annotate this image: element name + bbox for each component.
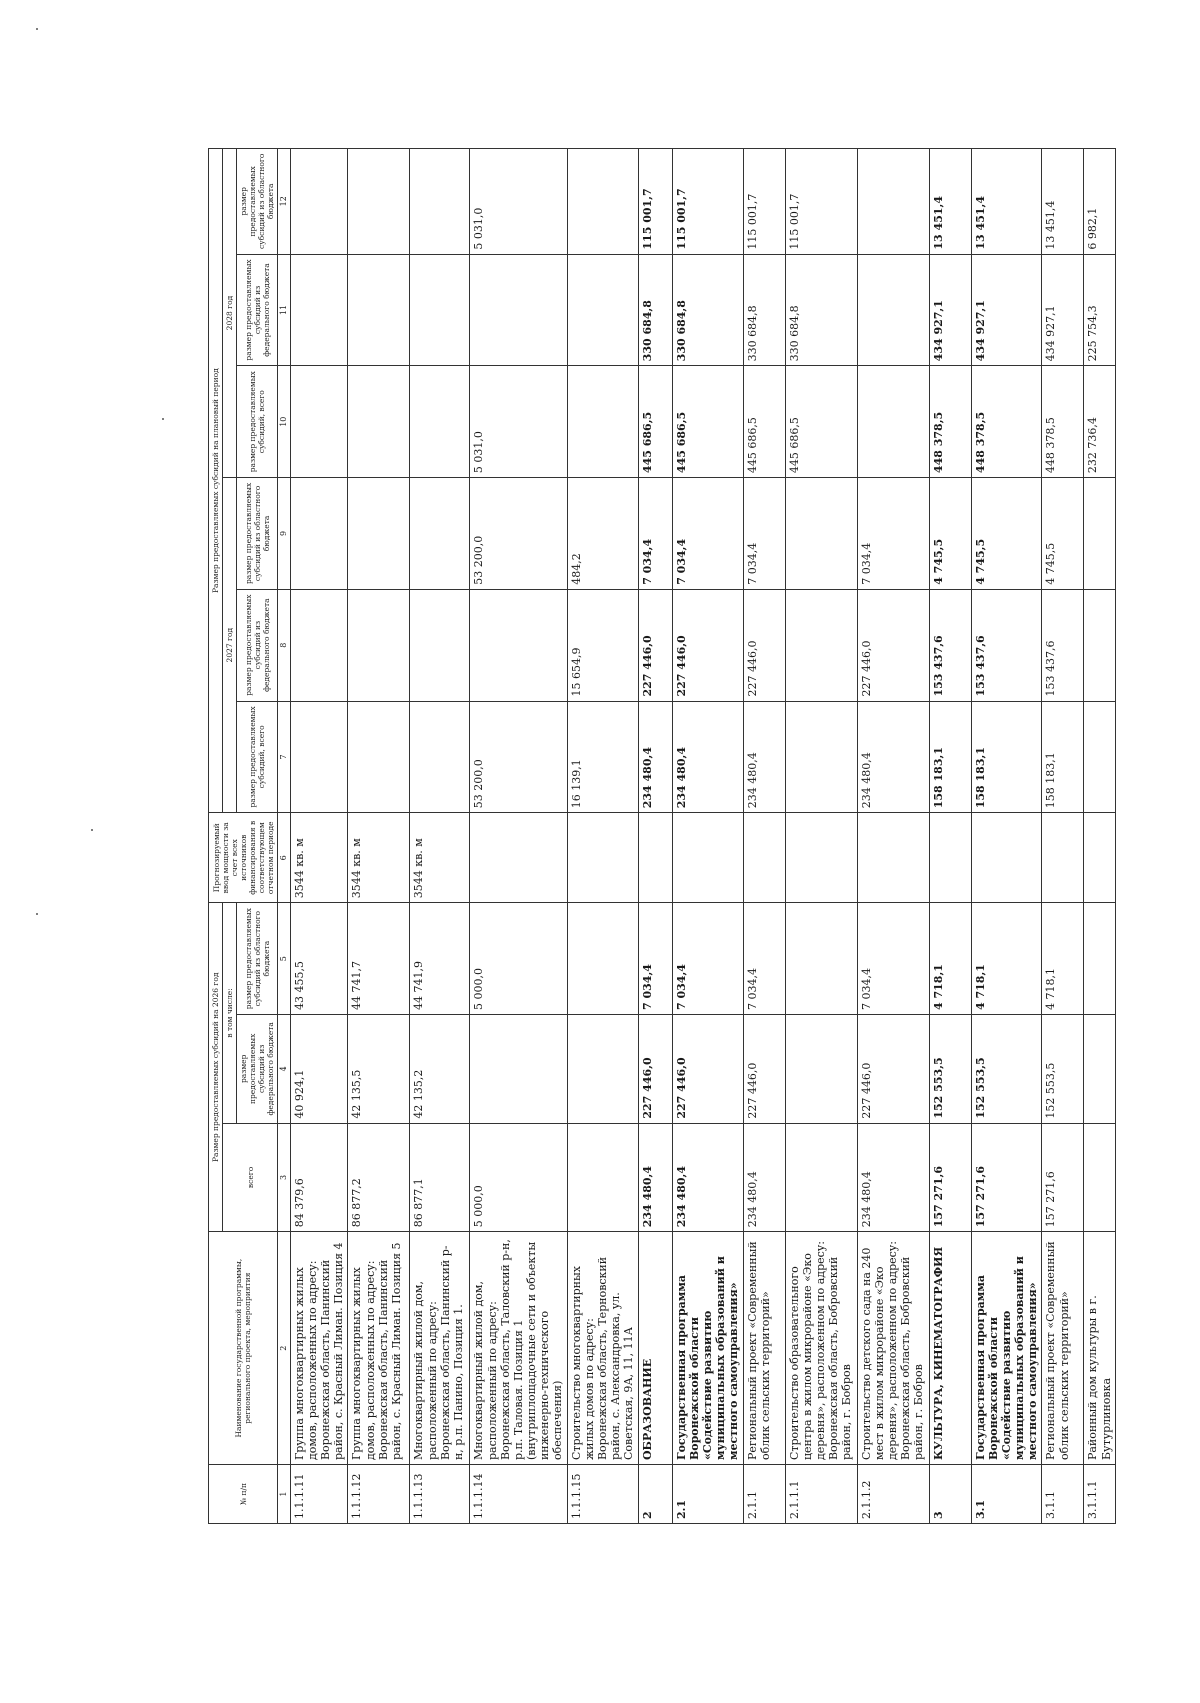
total-2026: 86 877,2 [348, 1123, 410, 1232]
row-number: 2.1.1 [743, 1465, 785, 1524]
row-number: 1.1.1.15 [567, 1465, 638, 1524]
fed-2028: 434 927,1 [971, 254, 1042, 366]
fed-2027: 227 446,0 [857, 589, 929, 701]
total-2028 [348, 366, 410, 478]
total-2027 [348, 701, 410, 813]
reg-2027: 484,2 [567, 478, 638, 590]
row-number: 1.1.1.12 [348, 1465, 410, 1524]
row-number: 3 [929, 1465, 971, 1524]
column-number: 1 [278, 1465, 291, 1524]
total-2027: 158 183,1 [1042, 701, 1084, 813]
capacity: 3544 кв. м [410, 813, 470, 903]
fed-2027: 227 446,0 [638, 589, 672, 701]
capacity [672, 813, 743, 903]
capacity [971, 813, 1042, 903]
table-row [857, 149, 929, 1524]
fed-2028 [348, 254, 410, 366]
scan-speck [91, 829, 93, 831]
capacity [567, 813, 638, 903]
fed-2027 [785, 589, 857, 701]
table-row [971, 149, 1042, 1524]
total-2026: 234 480,4 [743, 1123, 785, 1232]
row-name: Группа многоквартирных жилых домов, расположенных по адресу: Воронежская область, Панинский район, с. Красный Лиман. Позиция 4 [290, 1232, 348, 1465]
reg-2028: 115 001,7 [638, 149, 672, 255]
reg-2028: 13 451,4 [929, 149, 971, 255]
total-2027: 234 480,4 [638, 701, 672, 813]
table-row [785, 149, 857, 1524]
row-number: 1.1.1.14 [470, 1465, 567, 1524]
header-reg-2027: размер предоставляемых субсидий из областного бюджета [237, 478, 278, 590]
table-row [929, 149, 971, 1524]
column-number: 10 [278, 366, 291, 478]
total-2026 [1084, 1123, 1115, 1232]
total-2026: 234 480,4 [638, 1123, 672, 1232]
fed-2028 [470, 254, 567, 366]
reg-2027 [410, 478, 470, 590]
fed-2028 [567, 254, 638, 366]
total-2026: 157 271,6 [971, 1123, 1042, 1232]
header-fed-2028: размер предоставляемых субсидий из федерального бюджета [237, 254, 278, 366]
fed-2026 [1084, 1015, 1115, 1124]
capacity [785, 813, 857, 903]
fed-2026: 227 446,0 [638, 1015, 672, 1124]
column-number: 11 [278, 254, 291, 366]
header-incl: в том числе: [223, 903, 237, 1123]
total-2028: 448 378,5 [1042, 366, 1084, 478]
scan-speck [36, 28, 38, 30]
row-number: 1.1.1.11 [290, 1465, 348, 1524]
fed-2026: 152 553,5 [1042, 1015, 1084, 1124]
reg-2026: 5 000,0 [470, 903, 567, 1015]
fed-2026: 227 446,0 [672, 1015, 743, 1124]
total-2028: 232 736,4 [1084, 366, 1115, 478]
fed-2026: 227 446,0 [743, 1015, 785, 1124]
reg-2027: 7 034,4 [672, 478, 743, 590]
row-number: 2.1.1.1 [785, 1465, 857, 1524]
table-row [1042, 149, 1084, 1524]
fed-2027 [410, 589, 470, 701]
row-name: Государственная программа Воронежской области «Содействие развитию муниципальных образований и местного самоуправления» [672, 1232, 743, 1465]
reg-2026 [1084, 903, 1115, 1015]
row-name: Группа многоквартирных жилых домов, расположенных по адресу: Воронежская область, Панинский район, с. Красный Лиман. Позиция 5 [348, 1232, 410, 1465]
table-row [410, 149, 470, 1524]
total-2027: 158 183,1 [929, 701, 971, 813]
fed-2026: 42 135,2 [410, 1015, 470, 1124]
column-number: 4 [278, 1015, 291, 1124]
header-group-plan: Размер предоставляемых субсидий на плановый период [209, 149, 223, 813]
total-2028 [290, 366, 348, 478]
row-number: 3.1.1 [1042, 1465, 1084, 1524]
capacity [929, 813, 971, 903]
row-name: Многоквартирный жилой дом, расположенный по адресу: Воронежская область, Панинский р-н, р.п. Панино, Позиция 1. [410, 1232, 470, 1465]
reg-2028 [290, 149, 348, 255]
row-name: Государственная программа Воронежской области «Содействие развитию муниципальных образований и местного самоуправления» [971, 1232, 1042, 1465]
total-2026: 84 379,6 [290, 1123, 348, 1232]
total-2028 [857, 366, 929, 478]
row-name: Многоквартирный жилой дом, расположенный по адресу: Воронежская область, Таловский р-н, р.п. Таловая. Позиция 1 (внутриплощадочные сети и объекты инженерно-технического обеспечения) [470, 1232, 567, 1465]
total-2028: 445 686,5 [785, 366, 857, 478]
total-2027: 234 480,4 [743, 701, 785, 813]
reg-2028 [410, 149, 470, 255]
reg-2027: 53 200,0 [470, 478, 567, 590]
reg-2027 [348, 478, 410, 590]
reg-2026: 7 034,4 [743, 903, 785, 1015]
header-num: № п/п [209, 1465, 278, 1524]
fed-2028: 330 684,8 [638, 254, 672, 366]
total-2027 [290, 701, 348, 813]
total-2026 [567, 1123, 638, 1232]
fed-2027: 153 437,6 [929, 589, 971, 701]
fed-2028: 330 684,8 [743, 254, 785, 366]
scan-speck [36, 913, 38, 915]
total-2028 [410, 366, 470, 478]
fed-2028: 225 754,3 [1084, 254, 1115, 366]
reg-2027 [785, 478, 857, 590]
reg-2028 [857, 149, 929, 255]
column-number: 8 [278, 589, 291, 701]
fed-2026: 152 553,5 [929, 1015, 971, 1124]
table-row [290, 149, 348, 1524]
header-year-2028: 2028 год [223, 149, 237, 478]
row-name: Строительство образовательного центра в жилом микрорайоне «Эко деревня», расположенном по адресу: Воронежская область, Бобровский район, г. Бобров [785, 1232, 857, 1465]
reg-2026: 4 718,1 [1042, 903, 1084, 1015]
total-2026: 86 877,1 [410, 1123, 470, 1232]
table-row [1084, 149, 1115, 1524]
fed-2026: 42 135,5 [348, 1015, 410, 1124]
reg-2026: 7 034,4 [638, 903, 672, 1015]
row-name: Строительство многоквартирных жилых домов по адресу: Воронежская область, Терновский район, с. Александровка, ул. Советская, 9А, 11, 11А [567, 1232, 638, 1465]
reg-2027: 7 034,4 [743, 478, 785, 590]
fed-2027: 15 654,9 [567, 589, 638, 701]
fed-2028: 434 927,1 [1042, 254, 1084, 366]
header-name: Наименование государственной программы, регионального проекта, мероприятия [209, 1232, 278, 1465]
fed-2027 [1084, 589, 1115, 701]
fed-2026: 227 446,0 [857, 1015, 929, 1124]
total-2027: 234 480,4 [857, 701, 929, 813]
table-row [470, 149, 567, 1524]
header-total-2027: размер предоставляемых субсидий, всего [237, 701, 278, 813]
fed-2028 [290, 254, 348, 366]
row-name: Региональный проект «Современный облик сельских территорий» [1042, 1232, 1084, 1465]
table-header [209, 149, 291, 1524]
total-2028: 445 686,5 [672, 366, 743, 478]
table-row [567, 149, 638, 1524]
column-number-row [278, 149, 291, 1524]
reg-2027: 7 034,4 [638, 478, 672, 590]
total-2028: 448 378,5 [929, 366, 971, 478]
table-row [348, 149, 410, 1524]
capacity [857, 813, 929, 903]
row-name: КУЛЬТУРА, КИНЕМАТОГРАФИЯ [929, 1232, 971, 1465]
reg-2028 [348, 149, 410, 255]
total-2026: 234 480,4 [857, 1123, 929, 1232]
rotated-table-container [208, 148, 1113, 1524]
capacity [470, 813, 567, 903]
reg-2026: 4 718,1 [971, 903, 1042, 1015]
fed-2027 [290, 589, 348, 701]
reg-2028: 115 001,7 [785, 149, 857, 255]
reg-2027: 7 034,4 [857, 478, 929, 590]
header-total-2026: всего [223, 1123, 278, 1232]
capacity [638, 813, 672, 903]
fed-2026: 152 553,5 [971, 1015, 1042, 1124]
total-2027: 234 480,4 [672, 701, 743, 813]
fed-2028 [857, 254, 929, 366]
fed-2027 [470, 589, 567, 701]
column-number: 5 [278, 903, 291, 1015]
fed-2027: 153 437,6 [1042, 589, 1084, 701]
fed-2028: 330 684,8 [672, 254, 743, 366]
total-2028: 448 378,5 [971, 366, 1042, 478]
reg-2027: 4 745,5 [929, 478, 971, 590]
capacity [1084, 813, 1115, 903]
fed-2026 [470, 1015, 567, 1124]
total-2027: 158 183,1 [971, 701, 1042, 813]
reg-2028: 6 982,1 [1084, 149, 1115, 255]
reg-2027 [290, 478, 348, 590]
reg-2028: 13 451,4 [971, 149, 1042, 255]
total-2027 [410, 701, 470, 813]
reg-2028: 115 001,7 [743, 149, 785, 255]
fed-2026: 40 924,1 [290, 1015, 348, 1124]
capacity: 3544 кв. м [290, 813, 348, 903]
fed-2027: 153 437,6 [971, 589, 1042, 701]
total-2028: 445 686,5 [743, 366, 785, 478]
row-number: 3.1.1.1 [1084, 1465, 1115, 1524]
capacity: 3544 кв. м [348, 813, 410, 903]
row-number: 2 [638, 1465, 672, 1524]
column-number: 7 [278, 701, 291, 813]
reg-2026: 7 034,4 [857, 903, 929, 1015]
column-number: 9 [278, 478, 291, 590]
header-reg-2028: размер предоставляемых субсидий из областного бюджета [237, 149, 278, 255]
reg-2028: 13 451,4 [1042, 149, 1084, 255]
scan-speck [162, 418, 164, 420]
row-number: 3.1 [971, 1465, 1042, 1524]
reg-2026: 44 741,9 [410, 903, 470, 1015]
row-name: ОБРАЗОВАНИЕ [638, 1232, 672, 1465]
total-2026: 234 480,4 [672, 1123, 743, 1232]
header-group-2026: Размер предоставляемых субсидий на 2026 год [209, 903, 223, 1232]
reg-2026: 4 718,1 [929, 903, 971, 1015]
fed-2028 [410, 254, 470, 366]
fed-2026 [785, 1015, 857, 1124]
reg-2026: 44 741,7 [348, 903, 410, 1015]
header-reg-2026: размер предоставляемых субсидий из областного бюджета [237, 903, 278, 1015]
total-2028: 5 031,0 [470, 366, 567, 478]
header-fed-2027: размер предоставляемых субсидий из федерального бюджета [237, 589, 278, 701]
header-total-2028: размер предоставляемых субсидий, всего [237, 366, 278, 478]
column-number: 2 [278, 1232, 291, 1465]
reg-2026: 43 455,5 [290, 903, 348, 1015]
table-row [672, 149, 743, 1524]
row-number: 2.1.1.2 [857, 1465, 929, 1524]
row-number: 1.1.1.13 [410, 1465, 470, 1524]
reg-2028: 5 031,0 [470, 149, 567, 255]
capacity [743, 813, 785, 903]
reg-2027 [1084, 478, 1115, 590]
total-2027 [785, 701, 857, 813]
total-2028: 445 686,5 [638, 366, 672, 478]
fed-2027 [348, 589, 410, 701]
subsidy-table [208, 148, 1116, 1524]
reg-2028: 115 001,7 [672, 149, 743, 255]
reg-2027: 4 745,5 [1042, 478, 1084, 590]
fed-2028: 434 927,1 [929, 254, 971, 366]
fed-2027: 227 446,0 [743, 589, 785, 701]
fed-2027: 227 446,0 [672, 589, 743, 701]
header-fed-2026: размер предоставляемых субсидий из федерального бюджета [237, 1015, 278, 1124]
fed-2028: 330 684,8 [785, 254, 857, 366]
total-2028 [567, 366, 638, 478]
total-2026: 157 271,6 [929, 1123, 971, 1232]
table-row [638, 149, 672, 1524]
row-name: Строительство детского сада на 240 мест в жилом микрорайоне «Эко деревня», расположенном по адресу: Воронежская область, Бобровский район, г. Бобров [857, 1232, 929, 1465]
column-number: 12 [278, 149, 291, 255]
header-year-2027: 2027 год [223, 478, 237, 813]
reg-2026 [785, 903, 857, 1015]
total-2026: 5 000,0 [470, 1123, 567, 1232]
total-2027 [1084, 701, 1115, 813]
reg-2028 [567, 149, 638, 255]
column-number: 3 [278, 1123, 291, 1232]
total-2027: 53 200,0 [470, 701, 567, 813]
total-2027: 16 139,1 [567, 701, 638, 813]
total-2026: 157 271,6 [1042, 1123, 1084, 1232]
column-number: 6 [278, 813, 291, 903]
reg-2027: 4 745,5 [971, 478, 1042, 590]
reg-2026: 7 034,4 [672, 903, 743, 1015]
fed-2026 [567, 1015, 638, 1124]
reg-2026 [567, 903, 638, 1015]
row-name: Региональный проект «Современный облик сельских территорий» [743, 1232, 785, 1465]
header-capacity: Прогнозируемый ввод мощности за счет всех источников финансирования в соответствующем отчетном периоде [209, 813, 278, 903]
table-body [290, 149, 1115, 1524]
row-name: Районный дом культуры в г. Бутурлиновка [1084, 1232, 1115, 1465]
row-number: 2.1 [672, 1465, 743, 1524]
capacity [1042, 813, 1084, 903]
total-2026 [785, 1123, 857, 1232]
table-row [743, 149, 785, 1524]
